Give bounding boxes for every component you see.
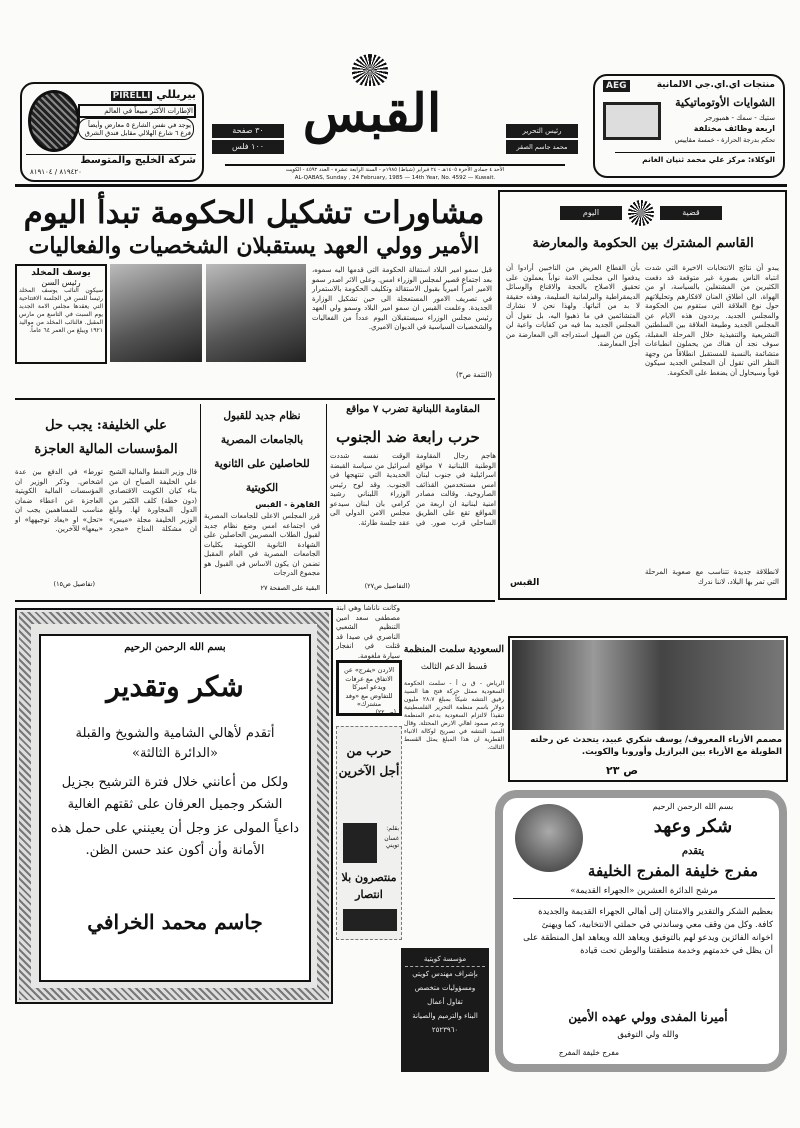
column-headline: منتصرون بلا انتصار: [341, 871, 397, 901]
fashion-ref: ص ٢٣: [606, 764, 639, 777]
aeg-agent: الوكلاء: مركز علي محمد ثنيان الغانم: [615, 152, 775, 164]
aeg-line2: اربعة وظائف مختلفة: [693, 124, 775, 133]
pirelli-phones: ٨١٩٤٢٠ / ٨١٩١٠٤: [30, 168, 82, 176]
thanks-basmala: بسم الله الرحمن الرحيم: [124, 642, 226, 653]
lead-body: قبل سمو امير البلاد استقالة الحكومة التي قدمها اليه سموه، بعد اجتماع قصير لمجلس الوزراء امس. وعلى الاثر اصدر سمو الامير امراً اميرياً بقبول الاستقالة وتكليف الحكومة بالاستمرار في تصريف الامور المستعجلة الى حين تشكيل الوزارة الجديدة. وعلمت القبس ان سمو امير البلاد وسمو ولي العهد رئيس مجلس الوزراء سيستقبلان اليوم عدداً من الفعاليات والشخصيات السياسية في الديوان الاميري.: [312, 266, 492, 331]
thanks-line2: «الدائرة الثالثة»: [132, 746, 218, 761]
issue-closing: لانطلاقة جديدة تتناسب مع صعوبة المرحلة التي تمر بها البلاد، لاننا ندرك: [645, 568, 779, 586]
tire-image: [28, 90, 80, 152]
est-title: مؤسسة كويتية: [405, 952, 485, 967]
issue-col1: يبدو أن نتائج الانتخابات الاخيرة التي شدت انتباه الناس بصورة غير متوقعة قد دفعت الكثيرين من المشتغلين بالسياسة، او من الهواة، الى اطلاق العنان لافكارهم وتحليلاتهم حول نوع العلاقة التي ستقوم بين الحكومة والمجلس الجديد. يرددون هذه الايام عن المجلس الجديد وطبيعة العلاقة بين السلطتين التشريعية والتنفيذية خلال المرحلة المقبلة، سوف نجد أن هناك من يحملون انطباعات متشائمة بالنسبة للمستقبل انطلاقاً من وجهة النظر التي تقول أن المجلس الجديد سيكون قوياً وسيحاول أن يضغط على الحكومة.: [645, 264, 779, 377]
kuwaiti-establishment-ad: [401, 948, 489, 1072]
column-by: بقلم:: [386, 825, 399, 832]
issue-badge-today: اليوم: [560, 206, 622, 220]
bio-title: رئيس السن: [41, 278, 81, 287]
photo-crown-prince: [110, 264, 202, 362]
pledge-signature: مفرج خليفة المفرج: [558, 1048, 619, 1057]
pledge-ad: [495, 790, 787, 1072]
column-box: [336, 726, 402, 940]
dateline-english: AL-QABAS, Sunday , 24 February, 1985 — 14th Year, No. 4592 — Kuwait.: [294, 175, 496, 181]
pirelli-text: يوجد في نفس الشارع ٥ معارض وأيضاً فرع ٦ شارع الهلالي مقابل فندق الشرق: [78, 118, 194, 140]
dateline-arabic: الأحد ٤ جمادى الآخرة ١٤٠٥هـ - ٢٤ فبراير (شباط) ١٩٨٥م - السنة الرابعة عشرة - العدد ٤٥٩٢ - الكويت: [285, 167, 505, 173]
issue-col2: بأن القطاع العريض من الناخبين أرادوا أن يدفعوا الى مجلس الامة نواباً يعملون على تحقيق الاصلاح بالحجة والاقناع والوسائل الديمقراطية والبرلمانية السليمة، وهذه حقيقة لا بد من اثباتها. ولهذا نحن لا نشارك المتشائمين في ما ذهبوا اليه، بل نقول أن المجلس الجديد بما فيه من كفايات واعية لن يكون من السهل استدراجه الى المعارضة من أجل المعارضة.: [506, 264, 640, 348]
thanks-title: شكر وتقدير: [106, 670, 244, 703]
bio-text: سيكون النائب يوسف المخلد رئيساً للسن في الجلسة الافتتاحية التي يعقدها مجلس الامة الجديد يوم السبت في التاسع من مارس المقبل. فالنائب المخلد من مواليد ١٩٢١ ويبلغ من العمر ٦٤ عاماً.: [19, 287, 103, 334]
column-title: حرب من أجل الآخرين: [338, 744, 400, 778]
egypt-dateline: القاهرة - القبس: [255, 500, 320, 509]
author-photo: [343, 823, 377, 863]
pledge-body: بعظيم الشكر والتقدير والامتنان إلى أهالي الجهراء القديمة والجديدة كافة. وكل من وقف معي وساندني في حملتي الانتخابية، كما ويهنئ اخوانه الفائزين ويدعو لهم بالتوفيق ويعاهد الله ويعاهد اهل المنطقة على أن يظل في خدمتهم وخدمة منطقتنا والوطن تحت قيادة: [523, 907, 773, 956]
thanks-line1: أتقدم لأهالي الشامية والشويخ والقبلة: [75, 726, 275, 741]
pirelli-ar: بيريللي: [156, 88, 196, 101]
lebanon-continued: وكانت ناناشا وهي ابنة مصطفى سعد امين التنظيم الشعبي الناصري في صيدا قد قتلت في انفجار سيارة ملغومة.: [336, 604, 400, 660]
pledge-leaders: أميرنا المفدى وولي عهده الأمين: [568, 1010, 728, 1024]
aeg-brand-ar: منتجات اي.اي.جي الالمانية: [656, 80, 775, 90]
issue-of-day-box: [498, 190, 787, 600]
issue-signature: القبس: [510, 578, 540, 588]
editor-label: رئيس التحرير: [506, 124, 578, 138]
editor-name: محمد جاسم الصقر: [506, 140, 578, 154]
saudi-headline: السعودية سلمت المنظمة: [403, 644, 504, 655]
lead-subhead: الأمير وولي العهد يستقبلان الشخصيات والفعاليات: [28, 233, 480, 259]
bio-name: يوسف المخلد: [31, 268, 91, 278]
pledge-basmala: بسم الله الرحمن الرحيم: [652, 802, 734, 811]
emblem-icon: [628, 200, 654, 226]
bio-box: [15, 264, 107, 364]
aeg-line1: ستيك - سمك - همبورجر: [704, 114, 775, 122]
fashion-caption: مصمم الأزياء المعروف/ يوسف شكري عبيد، يتحدث عن رحلته الطويلة مع الأزياء بين البرازيل وأوروبا والكويت.: [530, 735, 782, 757]
est-line4: البناء والترميم والصيانة: [412, 1012, 478, 1020]
grill-image: [603, 102, 661, 140]
pages-count: ٣٠ صفحة: [212, 124, 284, 138]
pirelli-slogan: الإطارات الأكثر مبيعاً في العالم: [78, 104, 196, 118]
pirelli-company: شركة الخليج والمتوسط: [26, 154, 196, 166]
pledge-closing: والله ولي التوفيق: [617, 1030, 679, 1040]
lead-ref: (التتمة ص٣): [455, 371, 492, 379]
issue-badge-issue: قضية: [660, 206, 722, 220]
thanks-line3: ولكل من أعانني خلال فترة الترشيح بجزيل الشكر وجميل العرفان على ثقتهم الغالية: [61, 775, 289, 812]
pledge-title: شكر وعهد: [653, 816, 733, 837]
price: ١٠٠ فلس: [212, 140, 284, 154]
egypt-headline: نظام جديد للقبول بالجامعات المصرية للحاصلين على الثانوية الكويتية: [214, 410, 310, 494]
egypt-ref: البقية على الصفحة ٢٧: [260, 584, 320, 592]
fashion-photo: [512, 640, 784, 730]
issue-headline: القاسم المشترك بين الحكومة والمعارضة: [532, 236, 754, 251]
column-author: غسان تويني: [384, 835, 399, 849]
est-line1: بإشراف مهندس كويتي: [412, 970, 478, 978]
jordan-text: الاردن «يفرج» عن الاتفاق مع عرفات ويدعو اميركا للتفاوض مع «وفد مشترك»: [343, 666, 395, 708]
photo-emir: [206, 264, 306, 362]
fashion-photo-box: [508, 636, 788, 782]
pledge-subtitle: مرشح الدائرة العشرين «الجهراء القديمة»: [513, 886, 775, 899]
lead-headline: مشاورات تشكيل الحكومة تبدأ اليوم: [23, 195, 485, 231]
jordan-ref: (ص ٢٢): [375, 708, 396, 716]
thanks-ad: [15, 608, 333, 1004]
est-line2: ومسؤوليات متخصص: [414, 984, 476, 992]
lebanon-kicker: المقاومة اللبنانية تضرب ٧ مواقع: [346, 404, 480, 415]
khalifa-ref: (تفاصيل ص١٥): [53, 580, 95, 588]
pirelli-ad: [20, 82, 204, 182]
egypt-body: قرر المجلس الاعلى للجامعات المصرية في اجتماعه امس وضع نظام جديد لقبول الطلاب المصريين الحاصلين على الشهادة الثانوية الكويتية بكليات الجامعات المصرية في العام المقبل تضمن ان يكون الاساس في القبول هو مجموع الدرجات: [204, 512, 320, 577]
saudi-subhead: قسط الدعم الثالث: [420, 662, 488, 672]
lebanon-ref: (التفاصيل ص٢٧): [364, 582, 410, 590]
pirelli-logo: PIRELLI: [112, 91, 151, 101]
lebanon-body: هاجم رجال المقاومة الوطنية اللبنانية ٧ مواقع اسرائيلية في جنوب لبنان امس مستخدمين القذائف الصاروخية. وقالت مصادر امنية لبنانية ان اربعة من المواقع تقع على الطريق الساحلي قرب صور. في الوقت نفسه شددت اسرائيل من سياسة القبضة الحديدية التي تنتهجها في الجنوب. وقد لوح رئيس الوزراء اللبناني رشيد كرامي بان لبنان سيدعو مجلس الامن الدولي الى عقد جلسة طارئة.: [330, 452, 497, 527]
masthead-title: القبس: [302, 83, 442, 144]
lebanon-headline: حرب رابعة ضد الجنوب: [336, 428, 480, 446]
aeg-title: الشوايات الأوتوماتيكية: [675, 96, 775, 109]
khalifa-body: قال وزير النفط والمالية الشيخ علي الخليفة الصباح ان من بناء كيان الكويت الاقتصادي (دون خطة) كلف الكثير من الدول المجاورة لها. وابلغ الوزير الخليفة مجلة «ميس» ان مشكلة المناخ «مجرد تورط» في الدفع بين عدة اشخاص. وذكر الوزير ان المؤسسات المالية الكويتية العاجزة عن اعطاء ضمان مناسب للمساهمين يجب ان «تحل» او «يعاد توجيهها» او «بيعها» للآخرين.: [15, 468, 197, 533]
thanks-signature: جاسم محمد الخرافي: [87, 910, 263, 934]
jordan-box: [336, 660, 402, 716]
pledge-name: مفرج خليفة المفرج الخليفة: [587, 862, 759, 880]
est-phone: ٢٥٢٣٩٦٠: [431, 1026, 459, 1034]
est-line3: تقاول أعمال: [427, 998, 463, 1006]
thanks-line4: داعياً المولى عز وجل أن يعينني على حمل هذه الأمانة وأن أكون عند حسن الظن.: [50, 821, 300, 858]
khalifa-headline: علي الخليفة: يجب حل المؤسسات المالية العاجزة: [34, 418, 178, 457]
saudi-body: الرياض - ق ن أ - سلمت الحكومة السعودية ممثل حركة فتح هنا السيد رفيق النتشه شيكاً بمبلغ ٢٨،٧ مليون دولار باسم منظمة التحرير الفلسطينية تنفيذاً لالتزام السعودية بدعم المنظمة ودعم صمود اهالي الارض المحتلة. وقال السيد النتشه في تصريح لوكالة الانباء القطرية ان هذا المبلغ يمثل القسط الثالث.: [404, 680, 504, 751]
aeg-logo: AEG: [603, 80, 630, 92]
aeg-line3: تحكم بدرجة الحرارة - خمسة مقاييس: [674, 136, 775, 144]
masthead-emblem-icon: [352, 54, 388, 86]
aeg-ad: [593, 74, 785, 178]
pledge-intro: يتقدم: [681, 846, 705, 857]
